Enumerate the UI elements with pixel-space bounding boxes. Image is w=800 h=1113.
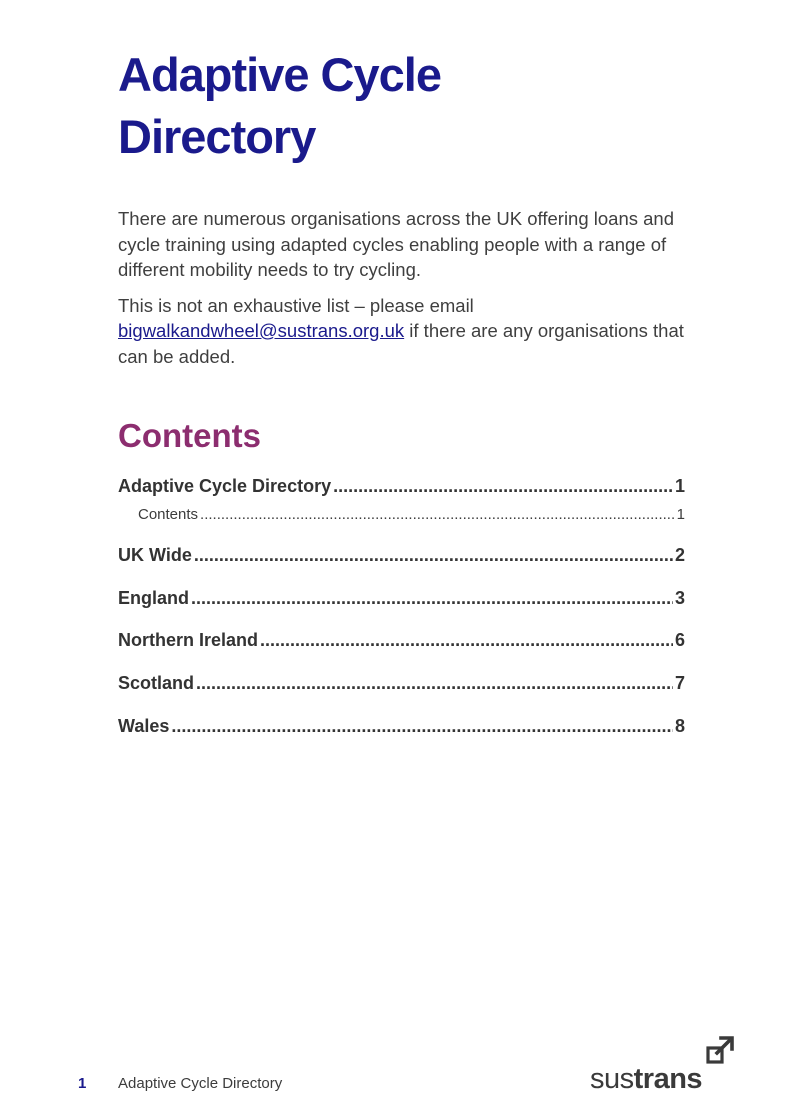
toc-entry-label: England xyxy=(118,588,189,608)
toc-leader-dots xyxy=(260,630,673,651)
logo-wordmark xyxy=(590,1064,702,1094)
toc-entry-page: 6 xyxy=(674,630,685,650)
contents-heading: Contents xyxy=(118,417,261,454)
footer-document-title: Adaptive Cycle Directory xyxy=(118,1075,283,1092)
toc-entry-label: Wales xyxy=(118,716,170,736)
toc-entry-scotland[interactable] xyxy=(118,673,685,699)
toc-entry-contents[interactable] xyxy=(118,506,685,528)
sustrans-logo xyxy=(590,1032,740,1098)
toc-leader-dots xyxy=(196,673,673,694)
toc-leader-dots xyxy=(333,476,673,497)
logo-text-light: sus xyxy=(590,1063,634,1095)
contact-paragraph xyxy=(118,293,698,370)
document-title xyxy=(118,44,678,168)
toc-entry-england[interactable] xyxy=(118,588,685,614)
toc-entry-label: Northern Ireland xyxy=(118,630,259,650)
title-line-2: Directory xyxy=(118,110,316,163)
logo-text-bold: trans xyxy=(633,1063,703,1095)
title-line-1: Adaptive Cycle xyxy=(118,48,441,101)
toc-entry-label: Adaptive Cycle Directory xyxy=(118,476,332,496)
toc-entry-page: 2 xyxy=(674,545,685,565)
toc-leader-dots xyxy=(171,716,673,737)
toc-leader-dots xyxy=(191,588,673,609)
contact-email-link[interactable]: bigwalkandwheel@sustrans.org.uk xyxy=(118,320,405,341)
contact-text-after: if there are any organisations that can be added. xyxy=(118,320,684,367)
toc-entry-label: Contents xyxy=(138,506,199,523)
toc-leader-dots xyxy=(200,506,675,523)
toc-entry-page: 1 xyxy=(674,476,685,496)
toc-entry-northern-ireland[interactable] xyxy=(118,630,685,656)
toc-entry-adaptive-cycle-directory[interactable] xyxy=(118,476,685,502)
toc-entry-page: 8 xyxy=(674,716,685,736)
toc-leader-dots xyxy=(194,545,673,566)
toc-entry-page: 3 xyxy=(674,588,685,608)
intro-section xyxy=(118,206,698,379)
intro-paragraph: There are numerous organisations across the UK offering loans and cycle training using adapted cycles enabling people with a range of different mobility needs to try cycling. xyxy=(118,208,675,280)
toc-entry-wales[interactable] xyxy=(118,716,685,742)
contact-text-before: This is not an exhaustive list – please email xyxy=(118,294,474,316)
toc-entry-page: 7 xyxy=(674,673,685,693)
toc-entry-label: Scotland xyxy=(118,673,195,693)
footer-page-number: 1 xyxy=(78,1075,87,1092)
sustrans-arrow-icon xyxy=(705,1032,739,1068)
toc-entry-label: UK Wide xyxy=(118,545,192,565)
toc-entry-page: 1 xyxy=(676,506,685,523)
toc-entry-uk-wide[interactable] xyxy=(118,545,685,571)
